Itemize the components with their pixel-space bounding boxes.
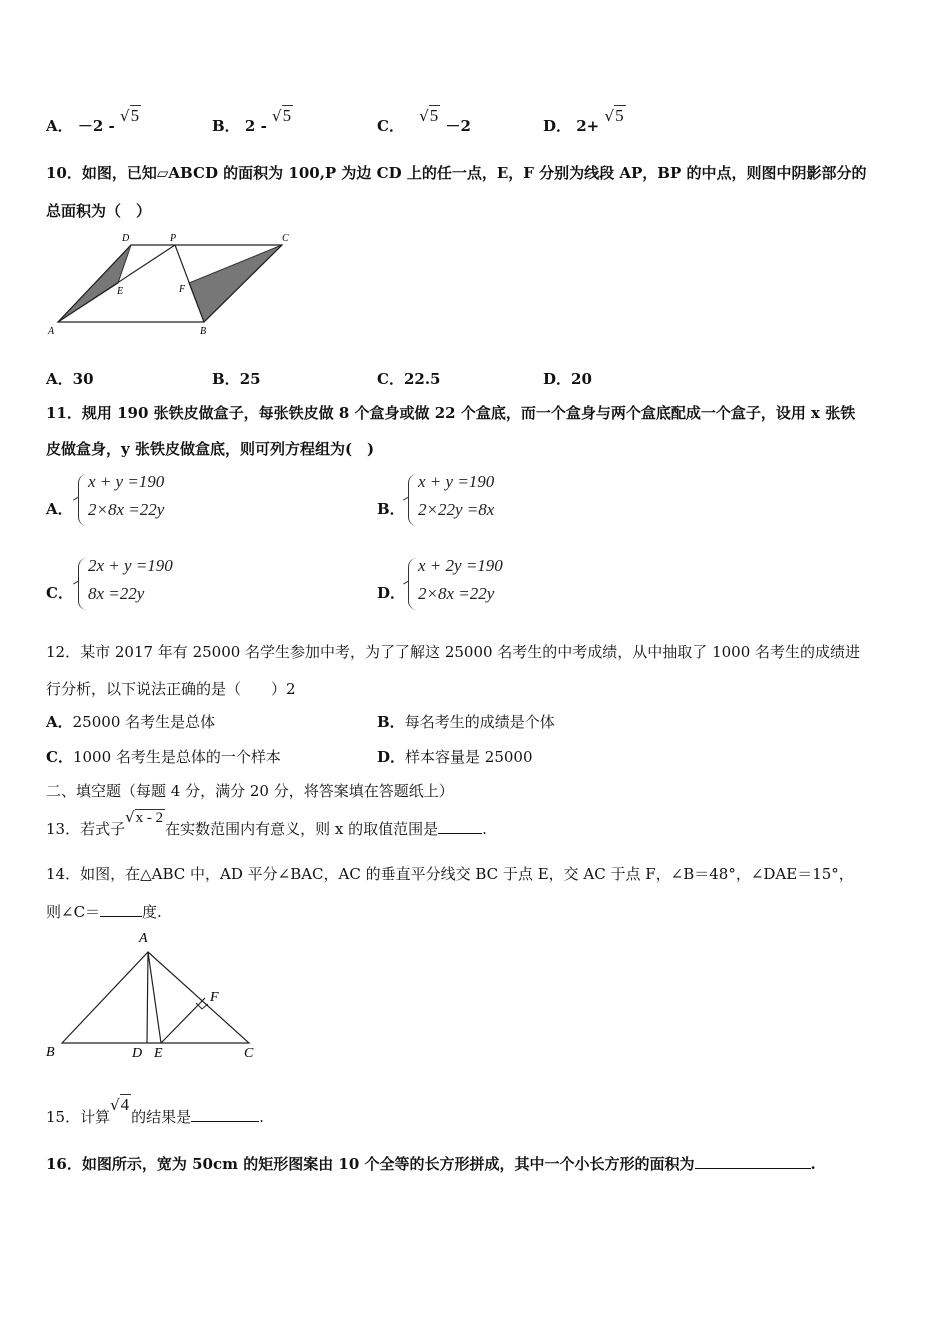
q11-option-d-system[interactable]: [408, 556, 608, 612]
q10-parallelogram-figure: [44, 230, 304, 338]
q10-shade-right: [189, 245, 282, 322]
q11-b-brace: [408, 474, 417, 526]
q9-d-label: D．: [543, 117, 572, 135]
q11-b-label[interactable]: B．: [377, 500, 405, 518]
q11-c-eq1: 2x + y =190: [88, 556, 173, 575]
q13-answer-blank[interactable]: [438, 819, 482, 834]
q14-answer-blank[interactable]: [100, 902, 142, 917]
q9-b-label: B．: [212, 117, 240, 135]
q11-stem-line2: 皮做盒身，y 张铁皮做盒底，则可列方程组为( ): [46, 440, 375, 458]
q10-label-d: D: [122, 233, 130, 244]
q12-option-d[interactable]: D．样本容量是 25000: [377, 748, 533, 766]
q10-parallelogram: [58, 245, 282, 322]
q9-option-b[interactable]: [212, 106, 293, 136]
q9-d-prefix: 2+: [576, 117, 600, 135]
q14-label-c: C: [244, 1046, 254, 1061]
q10-label-f: F: [179, 284, 186, 295]
q9-a-sqrt: √5: [120, 106, 140, 125]
q11-b-eq1: x + y =190: [418, 472, 495, 491]
q10-option-d[interactable]: D．20: [543, 370, 592, 388]
q14-triangle-figure: [44, 926, 264, 1066]
q10-segment-ap: [58, 245, 175, 322]
q10-option-c[interactable]: C．22.5: [377, 370, 441, 388]
q10-stem-line1: 10．如图，已知▱ABCD 的面积为 100,P 为边 CD 上的任一点，E，F 分别为线段 AP，BP 的中点，则图中阴影部分的: [46, 164, 867, 182]
q12-option-a[interactable]: A．25000 名考生是总体: [46, 713, 216, 731]
q9-b-prefix: 2 -: [244, 117, 267, 135]
q11-a-brace: [78, 474, 87, 526]
q14-label-d: D: [132, 1046, 143, 1061]
q11-d-brace: [408, 558, 417, 610]
q11-a-label[interactable]: A．: [46, 500, 73, 518]
q12-stem-line1: 12．某市 2017 年有 25000 名学生参加中考，为了了解这 25000 名考生的中考成绩，从中抽取了 1000 名考生的成绩进: [46, 643, 861, 661]
q10-label-p: P: [170, 233, 177, 244]
q13-text: 13．若式子√x - 2在实数范围内有意义，则 x 的取值范围是 .: [46, 808, 487, 838]
q12-stem-line2: 行分析，以下说法正确的是（ ）2: [46, 680, 296, 698]
q10-label-c: C: [282, 233, 289, 244]
q11-c-brace: [78, 558, 87, 610]
q11-c-label[interactable]: C．: [46, 584, 73, 602]
q14-stem-line1: 14．如图，在△ABC 中，AD 平分∠BAC，AC 的垂直平分线交 BC 于点 E，交 AC 于点 F，∠B＝48°，∠DAE＝15°，: [46, 865, 854, 883]
q11-a-eq1: x + y =190: [88, 472, 165, 491]
q14-segment-ad: [147, 952, 148, 1043]
q9-c-sqrt: √5: [419, 106, 439, 125]
q11-d-label[interactable]: D．: [377, 584, 406, 602]
q15-sqrt: √4: [110, 1095, 130, 1114]
q14-label-b: B: [46, 1045, 55, 1060]
q9-option-d[interactable]: [543, 106, 626, 136]
q15-answer-blank[interactable]: [191, 1107, 259, 1122]
q10-label-e: E: [117, 286, 124, 297]
q9-d-sqrt: √5: [604, 106, 624, 125]
q12-option-c[interactable]: C．1000 名考生是总体的一个样本: [46, 748, 281, 766]
section2-title: 二、填空题（每题 4 分，满分 20 分，将答案填在答题纸上）: [46, 782, 454, 800]
q16-text: 16．如图所示，宽为 50cm 的矩形图案由 10 个全等的长方形拼成，其中一个小长方形的面积为 .: [46, 1155, 816, 1173]
q14-segment-ae: [148, 952, 161, 1043]
q10-stem-line2: 总面积为（ ）: [46, 202, 152, 220]
q11-d-eq1: x + 2y =190: [418, 556, 503, 575]
q11-stem-line1: 11．规用 190 张铁皮做盒子，每张铁皮做 8 个盒身或做 22 个盒底，而一个盒身与两个盒底配成一个盒子，设用 x 张铁: [46, 404, 856, 422]
q14-stem-line2: 则∠C＝ 度.: [46, 903, 162, 921]
q11-d-eq2: 2×8x =22y: [418, 584, 495, 603]
q9-a-label: A．: [46, 117, 73, 135]
q10-option-a[interactable]: A．30: [46, 370, 94, 388]
q11-b-eq2: 2×22y =8x: [418, 500, 495, 519]
q9-option-c[interactable]: [377, 106, 471, 136]
q9-c-suffix: －2: [445, 117, 471, 135]
q15-text: 15．计算√4的结果是 .: [46, 1095, 264, 1126]
q11-option-b-system[interactable]: [408, 472, 608, 528]
q9-option-a[interactable]: [46, 106, 141, 136]
q11-c-eq2: 8x =22y: [88, 584, 145, 603]
q10-label-a: A: [48, 326, 55, 337]
q11-option-c-system[interactable]: [78, 556, 278, 612]
q14-label-e: E: [154, 1046, 163, 1061]
q14-label-f: F: [210, 990, 219, 1005]
q14-label-a: A: [139, 931, 148, 946]
q12-option-b[interactable]: B．每名考生的成绩是个体: [377, 713, 555, 731]
q14-triangle-abc: [62, 952, 249, 1043]
q11-a-eq2: 2×8x =22y: [88, 500, 165, 519]
q16-answer-blank[interactable]: [695, 1154, 811, 1169]
q10-option-b[interactable]: B．25: [212, 370, 261, 388]
q13-sqrt: √x - 2: [125, 808, 164, 826]
q9-c-label: C．: [377, 117, 404, 135]
q10-label-b: B: [200, 326, 207, 337]
q11-option-a-system[interactable]: [78, 472, 278, 528]
q9-a-prefix: －2 -: [77, 117, 115, 135]
q9-b-sqrt: √5: [272, 106, 292, 125]
